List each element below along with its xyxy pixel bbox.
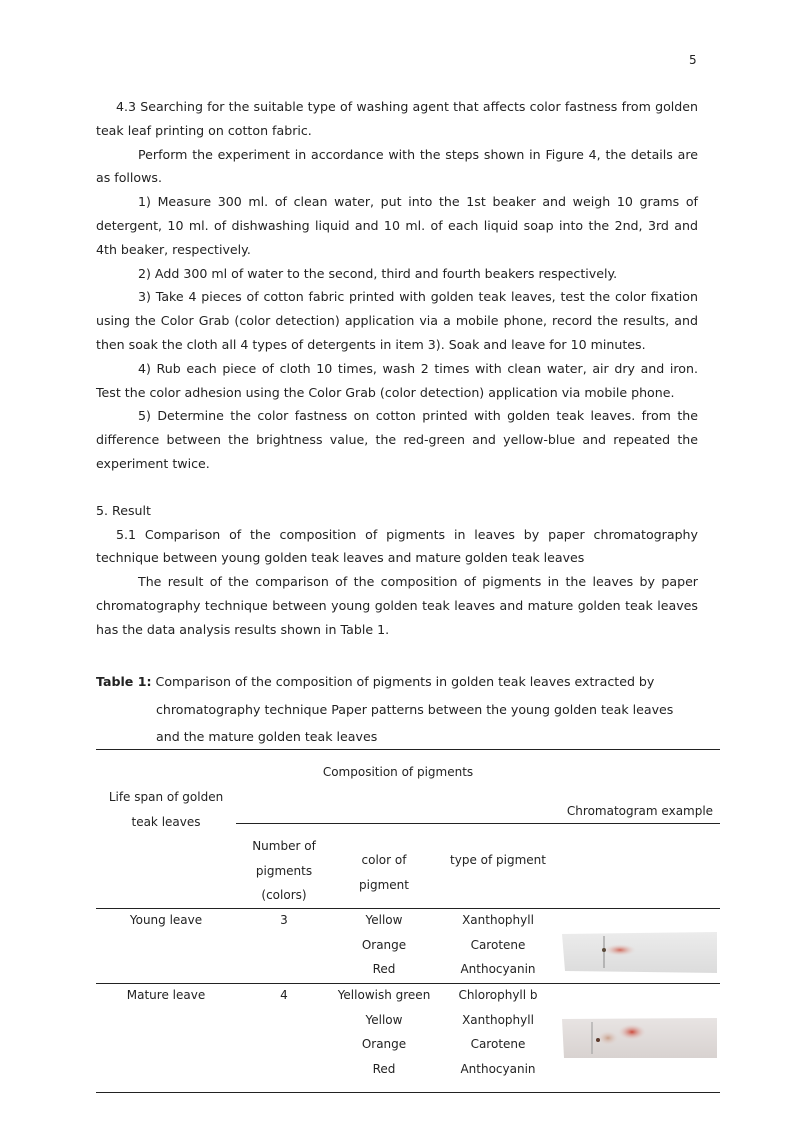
chromatogram-young-leave-image	[562, 932, 717, 973]
row-pigment-count: 3	[280, 913, 288, 927]
document-body	[96, 95, 698, 642]
chromatogram-mature-leave-image	[562, 1018, 717, 1058]
step-4: 4) Rub each piece of cloth 10 times, wash 2 times with clean water, air dry and iron. Test the color adhesion using the Color Grab (color detection) application via mobile phone.	[96, 360, 698, 400]
section-5-1-paragraph: The result of the comparison of the composition of pigments in the leaves by paper chromatography technique between young golden teak leaves and mature golden teak leaves has the data analysis results shown in Table 1.	[96, 574, 698, 637]
section-5-1-heading: 5.1 Comparison of the composition of pigments in leaves by paper chromatography technique between young golden teak leaves and mature golden teak leaves	[96, 526, 698, 566]
row-pigment-count: 4	[280, 988, 288, 1002]
step-2: 2) Add 300 ml of water to the second, third and fourth beakers respectively.	[138, 265, 618, 281]
table-top-rule	[96, 749, 720, 750]
table-caption	[96, 668, 706, 751]
row-pigment-types: Xanthophyll Carotene Anthocyanin	[460, 913, 536, 976]
table-caption-line: chromatography technique Paper patterns between the young golden teak leaves	[156, 701, 674, 717]
row-pigment-colors: Yellow Orange Red	[361, 913, 407, 976]
number-of-pigments-header: Number of pigments (colors)	[252, 839, 316, 902]
table-bottom-rule	[96, 1092, 720, 1093]
step-3: 3) Take 4 pieces of cotton fabric printed with golden teak leaves, test the color fixation using the Color Grab (color detection) application via a mobile phone, record the results, and then soak the cloth all 4 types of detergents in item 3). Soak and leave for 10 minutes.	[96, 289, 698, 352]
chromatogram-header: Chromatogram example	[566, 804, 714, 818]
color-of-pigment-header: color of pigment	[359, 853, 409, 892]
row-life-span: Young leave	[129, 913, 203, 927]
step-1: 1) Measure 300 ml. of clean water, put into the 1st beaker and weigh 10 grams of detergent, 10 ml. of dishwashing liquid and 10 ml. of each liquid soap into the 2nd, 3rd and 4th beaker, respectively.	[96, 194, 698, 257]
row-pigment-types: Chlorophyll b Xanthophyll Carotene Anthocyanin	[458, 988, 538, 1076]
table-caption-line: Comparison of the composition of pigments in golden teak leaves extracted by	[155, 674, 655, 689]
table-caption-label: Table 1:	[96, 674, 152, 689]
step-5: 5) Determine the color fastness on cotton printed with golden teak leaves. from the difference between the brightness value, the red-green and yellow-blue and repeated the experiment twice.	[96, 408, 698, 471]
life-span-header: Life span of golden teak leaves	[108, 790, 224, 829]
section-4-3-heading: 4.3 Searching for the suitable type of washing agent that affects color fastness from golden teak leaf printing on cotton fabric.	[96, 99, 698, 138]
row-life-span: Mature leave	[126, 988, 206, 1002]
row-pigment-colors: Yellowish green Yellow Orange Red	[337, 988, 431, 1076]
composition-header: Composition of pigments	[322, 765, 474, 779]
page-number: 5	[689, 53, 697, 67]
type-of-pigment-header: type of pigment	[450, 853, 546, 867]
section-4-3-intro: Perform the experiment in accordance with the steps shown in Figure 4, the details are as follows.	[96, 146, 698, 186]
section-5-heading: 5. Result	[96, 502, 151, 518]
table-caption-line: and the mature golden teak leaves	[156, 729, 378, 744]
